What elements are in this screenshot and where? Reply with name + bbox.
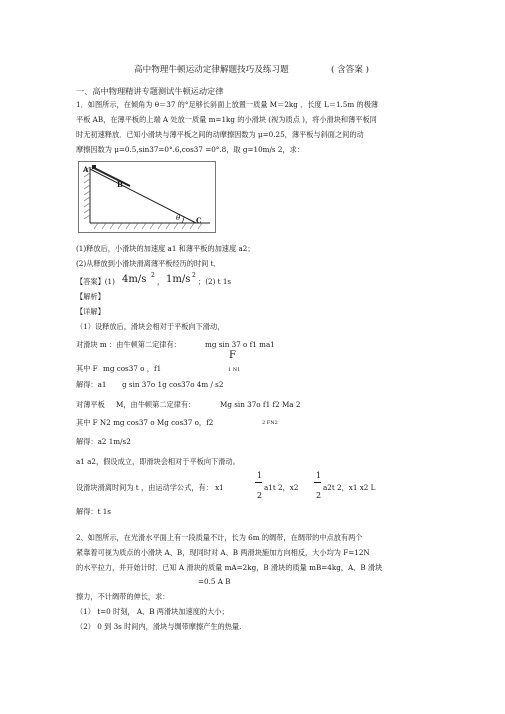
answer-tail: ；(2) t 1s	[198, 277, 232, 286]
frac2-den: 2	[316, 491, 322, 500]
frac2-bar	[314, 482, 321, 483]
q1-sub1: (1)释放后，小滑块的加速度 a1 和薄平板的加速度 a2；	[76, 244, 255, 253]
sol-line7: 解得：a2 1m/s2	[76, 437, 131, 446]
answer-label: 【答案】(1)	[76, 277, 115, 286]
sol-line2b: mg sin 37 o f1 ma1	[205, 340, 275, 349]
sol-line5b: M，由牛顿第二定律有：	[116, 400, 196, 409]
sol-line4a: 解得：a1	[76, 380, 107, 389]
q1-line4: 摩擦因数为 μ=0.5,sin37=0°.6,cos37 =0°.8，取 g=10m/s 2，求：	[76, 145, 305, 154]
fig-label-b: B	[117, 180, 123, 189]
frac1-num: 1	[257, 471, 263, 480]
q2-line3: 的水平拉力，并开始计时．已知 A 滑块的质量 mA=2kg，B 滑块的质量 mB=4kg，A、B 滑块	[76, 563, 383, 572]
sol-line6b: 2 FN2	[262, 420, 278, 426]
sol-line3c: 1 N1	[228, 367, 241, 373]
fig-label-theta: θ	[176, 214, 181, 222]
sol-line4b: g sin 37o 1g cos37o 4m / s2	[122, 380, 224, 389]
sol-line10: 解得：t 1s	[76, 507, 111, 516]
sol-line6a: 其中 F N2 mg cos37 o Mg cos37 o，f2	[76, 418, 214, 427]
answer-a1: 4m/s	[122, 274, 147, 285]
doc-title: 高中物理牛顿运动定律解题技巧及练习题	[134, 65, 289, 75]
sol-line9a: 设滑块滑离时间为 t ，由运动学公式，有： x1	[76, 483, 224, 492]
q1-line3: 时无初速释放．已知小滑块与薄平板之间的动摩擦因数为 μ=0.25，薄平板与斜面之间的动	[76, 130, 364, 139]
q1-sub2: (2)从释放到小滑块滑离薄平板经历的时间 t．	[76, 259, 221, 268]
sol-line5c: Mg sin 37o f1 f2 Ma 2	[220, 400, 301, 409]
sol-line9b: a1t 2，x2	[264, 483, 299, 492]
sol-line1: （1）设释放后，滑块会相对于平板向下滑动，	[76, 322, 225, 331]
frac2-num: 1	[316, 471, 322, 480]
sol-line3b: mg cos37 o ，f1	[103, 364, 162, 373]
detail-label: 【详解】	[76, 307, 105, 316]
answer-a2: 1m/s	[166, 274, 191, 285]
sol-line9c: a2t 2，x1 x2 L	[323, 483, 376, 492]
q1-line2: 平板 AB，在薄平板的上端 A 处放一质量 m=1kg 的小滑块 (视为质点 )，将小滑块和薄平板同	[76, 115, 377, 124]
answer-a2-exp: 2	[192, 272, 196, 279]
q2-line5: 擦力，不计绸带的伸长，求：	[76, 592, 170, 601]
q2-line2: 紧靠着可视为质点的小滑块 A、B，现同时对 A、B 两滑块施加方向相反，大小均为 F=12N	[76, 548, 370, 557]
sol-f-symbol: F	[229, 350, 236, 361]
answer-sep: ，	[157, 277, 165, 286]
section-heading: 一、高中物理精讲专题测试牛顿运动定律	[76, 86, 224, 96]
q2-line1: 2、如图所示，在光滑水平面上有一段质量不计，长为 6m 的绸带，在绸带的中点放有两个	[76, 533, 363, 542]
q2-line7: （2） 0 到 3s 时间内，滑块与绸带摩擦产生的热量.	[76, 622, 242, 631]
fig-label-a: A	[83, 165, 89, 174]
analysis-label: 【解析】	[76, 292, 105, 301]
sol-line8: a1 a2，假设成立，即滑块会相对于平板向下滑动。	[76, 457, 240, 466]
sol-line5a: 对薄平板	[76, 400, 105, 409]
frac1-den: 2	[257, 491, 263, 500]
fig-label-c: C	[196, 216, 202, 225]
doc-title-suffix: ( 含答案 )	[331, 65, 369, 75]
q2-line4: =0.5 A B	[198, 577, 231, 586]
sol-line3a: 其中 F	[76, 364, 98, 373]
q1-line1: 1．如图所示，在倾角为 θ＝37 的°足够长斜面上放置一质量 M＝2kg 、长度 L＝1.5m 的极薄	[76, 100, 379, 109]
q2-line6: （1） t=0 时刻， A、B 两滑块加速度的大小；	[76, 607, 229, 616]
answer-a1-exp: 2	[151, 272, 155, 279]
sol-line2a: 对滑块 m ：由牛顿第二定律有：	[76, 340, 181, 349]
frac1-bar	[255, 482, 262, 483]
